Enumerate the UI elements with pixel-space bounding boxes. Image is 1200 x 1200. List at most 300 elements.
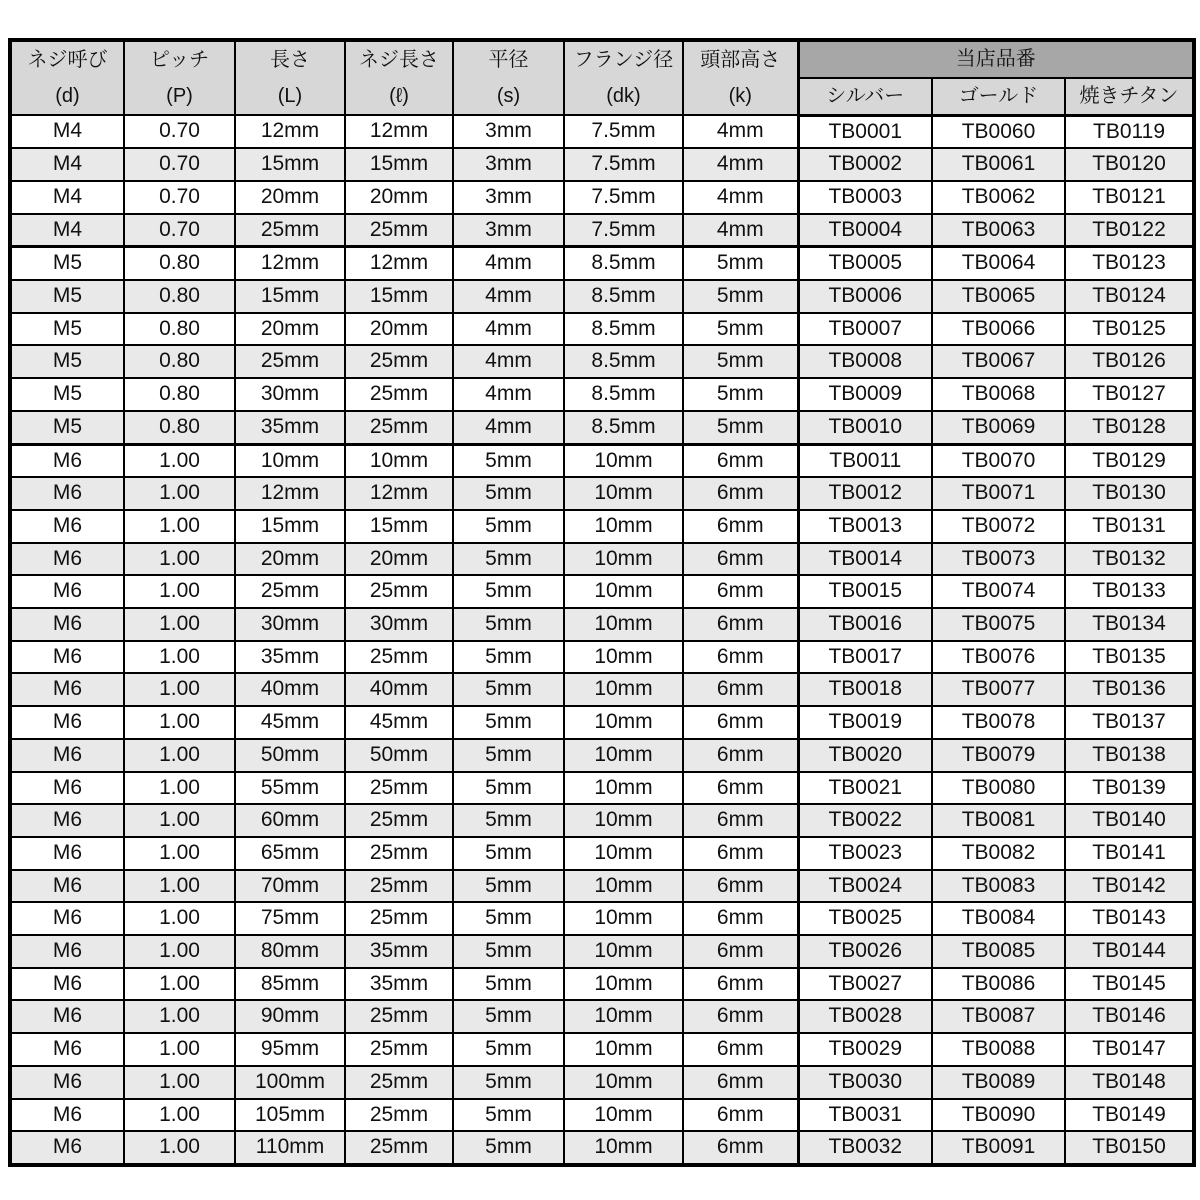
- table-cell: 25mm: [345, 1000, 453, 1033]
- table-row: [10, 641, 1194, 674]
- table-cell: 40mm: [345, 673, 453, 706]
- table-cell: 10mm: [345, 444, 453, 477]
- table-cell: TB0084: [932, 902, 1065, 935]
- col-header-gold: ゴールド: [932, 78, 1065, 115]
- table-row: [10, 837, 1194, 870]
- table-cell: TB0068: [932, 378, 1065, 411]
- table-cell: TB0137: [1065, 706, 1194, 739]
- table-cell: 10mm: [564, 575, 683, 608]
- table-cell: TB0082: [932, 837, 1065, 870]
- table-cell: 10mm: [564, 935, 683, 968]
- table-cell: M6: [10, 739, 124, 772]
- table-cell: TB0090: [932, 1099, 1065, 1132]
- table-cell: 1.00: [124, 444, 235, 477]
- table-cell: 7.5mm: [564, 181, 683, 214]
- table-cell: M6: [10, 608, 124, 641]
- table-cell: TB0015: [798, 575, 932, 608]
- table-row: [10, 1099, 1194, 1132]
- col-header-label: 長さ: [270, 49, 310, 71]
- table-cell: M6: [10, 968, 124, 1001]
- table-cell: 5mm: [453, 739, 564, 772]
- table-cell: 5mm: [683, 247, 798, 280]
- table-row: [10, 575, 1194, 608]
- col-header-silver: シルバー: [798, 78, 932, 115]
- table-cell: 6mm: [683, 1033, 798, 1066]
- table-cell: 20mm: [235, 543, 345, 576]
- table-cell: M6: [10, 935, 124, 968]
- table-cell: 60mm: [235, 804, 345, 837]
- table-cell: TB0070: [932, 444, 1065, 477]
- table-cell: 10mm: [564, 902, 683, 935]
- table-row: [10, 772, 1194, 805]
- table-cell: TB0001: [798, 115, 932, 148]
- table-cell: 0.70: [124, 148, 235, 181]
- table-cell: 5mm: [453, 543, 564, 576]
- table-cell: M4: [10, 214, 124, 247]
- table-cell: 4mm: [453, 378, 564, 411]
- table-cell: M6: [10, 641, 124, 674]
- table-cell: TB0074: [932, 575, 1065, 608]
- table-cell: 10mm: [564, 510, 683, 543]
- table-cell: M5: [10, 345, 124, 378]
- col-header-head-height: [683, 40, 798, 115]
- table-cell: 8.5mm: [564, 411, 683, 444]
- table-cell: 25mm: [345, 772, 453, 805]
- table-cell: TB0141: [1065, 837, 1194, 870]
- table-cell: 6mm: [683, 837, 798, 870]
- table-row: [10, 706, 1194, 739]
- table-cell: TB0081: [932, 804, 1065, 837]
- table-cell: 8.5mm: [564, 378, 683, 411]
- table-row: [10, 935, 1194, 968]
- table-cell: TB0147: [1065, 1033, 1194, 1066]
- table-cell: 5mm: [683, 345, 798, 378]
- table-cell: 5mm: [453, 608, 564, 641]
- table-cell: 1.00: [124, 706, 235, 739]
- table-cell: 4mm: [453, 313, 564, 346]
- table-cell: 0.80: [124, 313, 235, 346]
- table-cell: TB0013: [798, 510, 932, 543]
- table-cell: 5mm: [453, 477, 564, 510]
- table-cell: 5mm: [453, 673, 564, 706]
- table-cell: 5mm: [453, 837, 564, 870]
- table-cell: 5mm: [453, 902, 564, 935]
- table-cell: 105mm: [235, 1099, 345, 1132]
- table-cell: 1.00: [124, 902, 235, 935]
- table-cell: 15mm: [235, 148, 345, 181]
- table-cell: 6mm: [683, 870, 798, 903]
- table-cell: 10mm: [564, 706, 683, 739]
- table-cell: 0.70: [124, 115, 235, 148]
- table-cell: TB0127: [1065, 378, 1194, 411]
- table-cell: 10mm: [235, 444, 345, 477]
- table-cell: 25mm: [345, 1033, 453, 1066]
- table-cell: 25mm: [235, 345, 345, 378]
- table-cell: 70mm: [235, 870, 345, 903]
- table-row: [10, 280, 1194, 313]
- table-cell: M6: [10, 1066, 124, 1099]
- table-cell: 7.5mm: [564, 214, 683, 247]
- table-cell: 1.00: [124, 1066, 235, 1099]
- table-row: [10, 148, 1194, 181]
- table-cell: 6mm: [683, 1099, 798, 1132]
- table-cell: 3mm: [453, 115, 564, 148]
- table-cell: 1.00: [124, 673, 235, 706]
- table-cell: 0.70: [124, 214, 235, 247]
- table-row: [10, 608, 1194, 641]
- table-cell: TB0140: [1065, 804, 1194, 837]
- table-row: [10, 870, 1194, 903]
- table-cell: 25mm: [235, 214, 345, 247]
- col-header-symbol: (s): [496, 85, 521, 107]
- table-row: [10, 902, 1194, 935]
- table-cell: 20mm: [345, 181, 453, 214]
- table-cell: 6mm: [683, 739, 798, 772]
- table-row: [10, 444, 1194, 477]
- table-cell: 4mm: [683, 181, 798, 214]
- col-header-pitch: [124, 40, 235, 115]
- table-row: [10, 968, 1194, 1001]
- table-cell: TB0017: [798, 641, 932, 674]
- table-cell: 10mm: [564, 1000, 683, 1033]
- table-cell: TB0077: [932, 673, 1065, 706]
- table-cell: 5mm: [453, 1066, 564, 1099]
- table-cell: 6mm: [683, 804, 798, 837]
- table-cell: 6mm: [683, 673, 798, 706]
- table-cell: TB0078: [932, 706, 1065, 739]
- table-cell: TB0065: [932, 280, 1065, 313]
- table-cell: 6mm: [683, 444, 798, 477]
- table-row: [10, 1131, 1194, 1165]
- table-cell: 10mm: [564, 804, 683, 837]
- table-cell: TB0027: [798, 968, 932, 1001]
- col-header-burnt-titanium: 焼きチタン: [1065, 78, 1194, 115]
- table-cell: 0.80: [124, 411, 235, 444]
- table-cell: 6mm: [683, 543, 798, 576]
- table-cell: M6: [10, 772, 124, 805]
- table-cell: 6mm: [683, 935, 798, 968]
- table-cell: 85mm: [235, 968, 345, 1001]
- table-cell: TB0031: [798, 1099, 932, 1132]
- table-cell: TB0130: [1065, 477, 1194, 510]
- table-cell: M6: [10, 510, 124, 543]
- table-cell: 7.5mm: [564, 148, 683, 181]
- table-cell: 0.80: [124, 247, 235, 280]
- table-cell: TB0135: [1065, 641, 1194, 674]
- col-header-label: 頭部高さ: [700, 49, 781, 71]
- table-cell: M6: [10, 1131, 124, 1165]
- table-cell: TB0003: [798, 181, 932, 214]
- table-row: [10, 411, 1194, 444]
- table-cell: 0.80: [124, 378, 235, 411]
- table-cell: 1.00: [124, 968, 235, 1001]
- table-cell: M6: [10, 444, 124, 477]
- col-header-symbol: (dk): [606, 85, 641, 107]
- table-cell: 1.00: [124, 935, 235, 968]
- table-cell: TB0004: [798, 214, 932, 247]
- table-cell: TB0138: [1065, 739, 1194, 772]
- table-cell: TB0146: [1065, 1000, 1194, 1033]
- table-cell: 50mm: [235, 739, 345, 772]
- table-cell: 5mm: [453, 772, 564, 805]
- table-cell: 1.00: [124, 1000, 235, 1033]
- table-cell: 1.00: [124, 543, 235, 576]
- table-cell: TB0119: [1065, 115, 1194, 148]
- table-cell: 35mm: [345, 935, 453, 968]
- table-cell: 6mm: [683, 772, 798, 805]
- table-cell: 25mm: [345, 345, 453, 378]
- table-cell: 12mm: [345, 247, 453, 280]
- table-cell: 5mm: [453, 968, 564, 1001]
- col-header-screw-size: [10, 40, 124, 115]
- table-cell: 5mm: [453, 575, 564, 608]
- table-cell: TB0126: [1065, 345, 1194, 378]
- table-cell: TB0007: [798, 313, 932, 346]
- table-cell: 55mm: [235, 772, 345, 805]
- table-cell: 6mm: [683, 1066, 798, 1099]
- table-cell: 10mm: [564, 739, 683, 772]
- table-cell: 1.00: [124, 1099, 235, 1132]
- table-cell: TB0124: [1065, 280, 1194, 313]
- table-cell: TB0079: [932, 739, 1065, 772]
- table-cell: TB0061: [932, 148, 1065, 181]
- table-cell: 1.00: [124, 477, 235, 510]
- table-cell: TB0075: [932, 608, 1065, 641]
- col-header-part-number-group: 当店品番: [798, 40, 1194, 78]
- table-cell: 10mm: [564, 608, 683, 641]
- table-cell: 1.00: [124, 1033, 235, 1066]
- table-cell: 25mm: [345, 214, 453, 247]
- table-cell: TB0005: [798, 247, 932, 280]
- table-cell: TB0083: [932, 870, 1065, 903]
- table-cell: 12mm: [235, 247, 345, 280]
- table-cell: 15mm: [235, 280, 345, 313]
- table-cell: 10mm: [564, 837, 683, 870]
- table-cell: 4mm: [683, 214, 798, 247]
- table-cell: 4mm: [453, 280, 564, 313]
- table-cell: M5: [10, 247, 124, 280]
- table-cell: M4: [10, 181, 124, 214]
- table-cell: 5mm: [453, 935, 564, 968]
- table-cell: TB0030: [798, 1066, 932, 1099]
- table-cell: 5mm: [453, 1000, 564, 1033]
- table-cell: M6: [10, 543, 124, 576]
- table-cell: 30mm: [235, 378, 345, 411]
- table-cell: TB0145: [1065, 968, 1194, 1001]
- table-cell: 1.00: [124, 575, 235, 608]
- table-cell: 5mm: [683, 313, 798, 346]
- table-row: [10, 378, 1194, 411]
- table-cell: 8.5mm: [564, 313, 683, 346]
- table-cell: 5mm: [453, 444, 564, 477]
- table-cell: TB0125: [1065, 313, 1194, 346]
- table-cell: 10mm: [564, 968, 683, 1001]
- table-cell: 4mm: [453, 411, 564, 444]
- table-cell: 6mm: [683, 1131, 798, 1165]
- table-cell: M5: [10, 280, 124, 313]
- col-header-label: フランジ径: [573, 49, 674, 71]
- table-cell: 10mm: [564, 870, 683, 903]
- table-cell: 6mm: [683, 477, 798, 510]
- table-cell: TB0064: [932, 247, 1065, 280]
- table-cell: 75mm: [235, 902, 345, 935]
- table-cell: 10mm: [564, 772, 683, 805]
- table-cell: 6mm: [683, 706, 798, 739]
- col-header-symbol: (k): [728, 85, 752, 107]
- table-cell: M6: [10, 477, 124, 510]
- table-cell: TB0020: [798, 739, 932, 772]
- table-cell: 10mm: [564, 1131, 683, 1165]
- table-cell: 8.5mm: [564, 345, 683, 378]
- table-cell: TB0143: [1065, 902, 1194, 935]
- table-cell: TB0062: [932, 181, 1065, 214]
- table-cell: TB0139: [1065, 772, 1194, 805]
- table-cell: TB0024: [798, 870, 932, 903]
- table-cell: 0.80: [124, 280, 235, 313]
- table-cell: TB0129: [1065, 444, 1194, 477]
- table-row: [10, 510, 1194, 543]
- col-header-thread-length: [345, 40, 453, 115]
- table-cell: 0.70: [124, 181, 235, 214]
- table-row: [10, 477, 1194, 510]
- table-cell: 25mm: [345, 902, 453, 935]
- table-cell: TB0009: [798, 378, 932, 411]
- table-cell: TB0008: [798, 345, 932, 378]
- table-cell: M6: [10, 673, 124, 706]
- table-cell: 1.00: [124, 837, 235, 870]
- table-cell: 15mm: [345, 148, 453, 181]
- table-cell: TB0072: [932, 510, 1065, 543]
- col-header-length: [235, 40, 345, 115]
- col-header-symbol: (ℓ): [389, 85, 409, 107]
- table-header: [10, 40, 1194, 115]
- table-cell: 5mm: [453, 641, 564, 674]
- table-row: [10, 739, 1194, 772]
- table-cell: 6mm: [683, 608, 798, 641]
- table-cell: 5mm: [453, 1033, 564, 1066]
- table-cell: TB0085: [932, 935, 1065, 968]
- table-cell: M6: [10, 837, 124, 870]
- table-cell: 0.80: [124, 345, 235, 378]
- table-cell: 8.5mm: [564, 247, 683, 280]
- col-header-symbol: (d): [55, 85, 80, 107]
- table-cell: 12mm: [345, 477, 453, 510]
- table-row: [10, 673, 1194, 706]
- table-cell: 110mm: [235, 1131, 345, 1165]
- table-cell: 6mm: [683, 902, 798, 935]
- table-cell: 90mm: [235, 1000, 345, 1033]
- table-cell: TB0029: [798, 1033, 932, 1066]
- table-cell: 25mm: [345, 378, 453, 411]
- table-cell: 30mm: [345, 608, 453, 641]
- table-cell: 10mm: [564, 1099, 683, 1132]
- table-cell: 12mm: [345, 115, 453, 148]
- col-header-flange-diameter: [564, 40, 683, 115]
- table-cell: M6: [10, 575, 124, 608]
- table-cell: 1.00: [124, 608, 235, 641]
- table-cell: 45mm: [345, 706, 453, 739]
- table-cell: 3mm: [453, 148, 564, 181]
- table-cell: 1.00: [124, 641, 235, 674]
- table-cell: TB0133: [1065, 575, 1194, 608]
- table-cell: 4mm: [453, 247, 564, 280]
- table-row: [10, 1066, 1194, 1099]
- col-header-flat-diameter: [453, 40, 564, 115]
- table-cell: 25mm: [345, 575, 453, 608]
- table-cell: TB0076: [932, 641, 1065, 674]
- table-cell: 1.00: [124, 804, 235, 837]
- table-cell: 10mm: [564, 543, 683, 576]
- table-cell: TB0019: [798, 706, 932, 739]
- table-cell: 3mm: [453, 214, 564, 247]
- table-cell: 40mm: [235, 673, 345, 706]
- table-cell: TB0088: [932, 1033, 1065, 1066]
- table-cell: 65mm: [235, 837, 345, 870]
- col-header-symbol: (P): [166, 85, 193, 107]
- table-cell: TB0091: [932, 1131, 1065, 1165]
- table-cell: TB0006: [798, 280, 932, 313]
- table-cell: TB0136: [1065, 673, 1194, 706]
- table-cell: 25mm: [345, 411, 453, 444]
- table-cell: 45mm: [235, 706, 345, 739]
- table-row: [10, 1000, 1194, 1033]
- table-cell: 35mm: [235, 411, 345, 444]
- table-cell: TB0067: [932, 345, 1065, 378]
- table-cell: 6mm: [683, 968, 798, 1001]
- table-cell: 25mm: [345, 1099, 453, 1132]
- table-cell: 25mm: [345, 870, 453, 903]
- table-cell: TB0131: [1065, 510, 1194, 543]
- table-cell: 1.00: [124, 1131, 235, 1165]
- table-cell: TB0150: [1065, 1131, 1194, 1165]
- table-cell: TB0010: [798, 411, 932, 444]
- table-cell: 1.00: [124, 870, 235, 903]
- header-row-main: [10, 40, 1194, 78]
- table-cell: TB0026: [798, 935, 932, 968]
- table-cell: M6: [10, 1033, 124, 1066]
- table-cell: TB0032: [798, 1131, 932, 1165]
- table-cell: TB0022: [798, 804, 932, 837]
- table-cell: 5mm: [683, 280, 798, 313]
- table-cell: 20mm: [235, 181, 345, 214]
- table-cell: TB0016: [798, 608, 932, 641]
- table-cell: M6: [10, 706, 124, 739]
- table-cell: M5: [10, 411, 124, 444]
- table-cell: TB0121: [1065, 181, 1194, 214]
- table-cell: TB0025: [798, 902, 932, 935]
- table-row: [10, 247, 1194, 280]
- table-cell: 15mm: [345, 510, 453, 543]
- table-cell: 20mm: [235, 313, 345, 346]
- table-cell: TB0073: [932, 543, 1065, 576]
- table-row: [10, 1033, 1194, 1066]
- table-cell: TB0063: [932, 214, 1065, 247]
- table-cell: 25mm: [345, 641, 453, 674]
- table-cell: 4mm: [683, 115, 798, 148]
- table-cell: TB0128: [1065, 411, 1194, 444]
- table-cell: M5: [10, 378, 124, 411]
- table-cell: TB0123: [1065, 247, 1194, 280]
- spec-table-body: [10, 115, 1194, 1165]
- table-cell: M4: [10, 115, 124, 148]
- col-header-label: ネジ呼び: [27, 49, 108, 71]
- table-cell: 35mm: [235, 641, 345, 674]
- table-cell: 5mm: [453, 1099, 564, 1132]
- table-cell: 25mm: [345, 837, 453, 870]
- table-row: [10, 313, 1194, 346]
- table-cell: 5mm: [683, 378, 798, 411]
- table-cell: M4: [10, 148, 124, 181]
